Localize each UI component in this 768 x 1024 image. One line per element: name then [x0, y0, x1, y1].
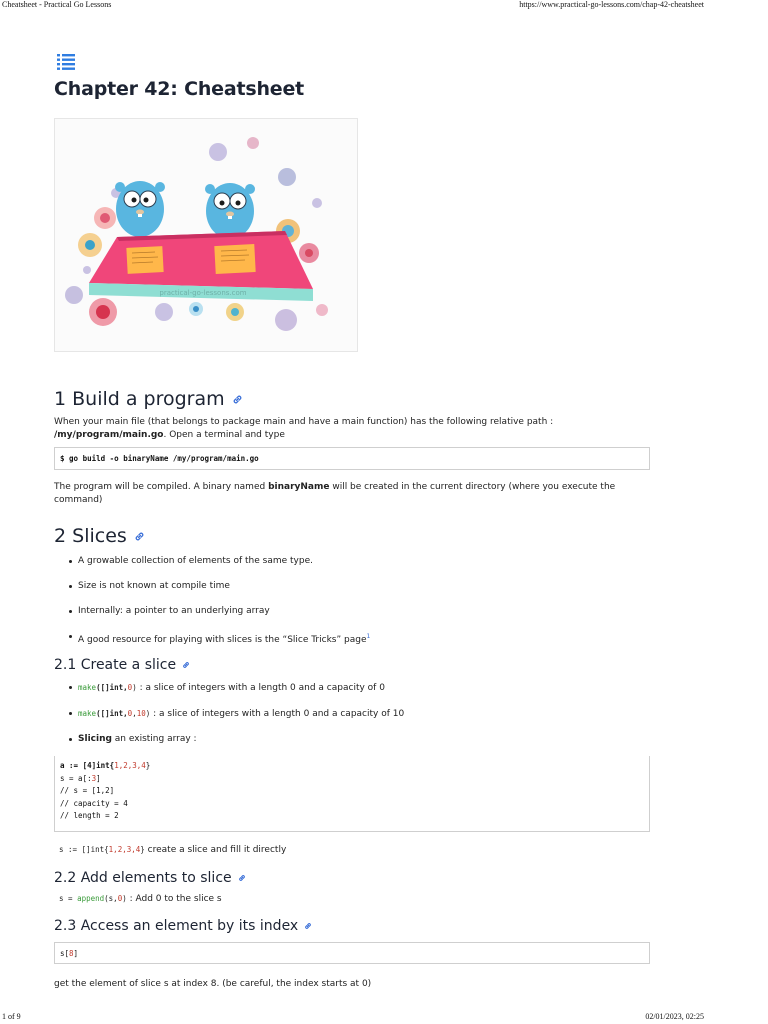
print-timestamp: 02/01/2023, 02:25 [645, 1012, 704, 1021]
create-slice-list [69, 681, 650, 746]
print-footer [0, 1010, 768, 1024]
anchor-link-icon[interactable] [134, 531, 145, 542]
index-access-code-block[interactable]: s[8] [54, 942, 650, 964]
hero-watermark: practical-go-lessons.com [159, 289, 247, 297]
anchor-link-icon[interactable] [304, 922, 312, 930]
heading-access-element [54, 918, 650, 934]
short-declaration-paragraph: s := []int{1,2,3,4} create a slice and fill it directly [59, 845, 287, 855]
hero-illustration [54, 118, 358, 352]
compiled-paragraph: The program will be compiled. A binary named binaryName will be created in the current directory (where you execute the command) [54, 482, 616, 505]
print-header-url: https://www.practical-go-lessons.com/chap-42-cheatsheet [519, 0, 704, 9]
print-header [0, 0, 768, 12]
list-item: Slicing an existing array : [69, 733, 650, 746]
chapter-title: Chapter 42: Cheatsheet [54, 78, 305, 100]
heading-create-slice [54, 657, 650, 673]
build-intro-paragraph: When your main file (that belongs to package main and have a main function) has the following relative path : /my/program/main.go. Open a terminal and type [54, 417, 554, 440]
heading-text: 2 Slices [54, 525, 127, 547]
print-header-title: Cheatsheet - Practical Go Lessons [2, 0, 112, 9]
list-item: Internally: a pointer to an underlying array [69, 605, 650, 618]
main-path-text: /my/program/main.go [54, 430, 164, 440]
heading-text: 1 Build a program [54, 388, 225, 410]
code-line: // length = 2 [60, 811, 119, 821]
code-line: // s = [1,2] [60, 786, 115, 796]
page-content [54, 52, 650, 991]
footnote-link[interactable]: 1 [366, 633, 371, 640]
code-line: a := [4]int{1,2,3,4} [60, 761, 151, 770]
append-paragraph: s = append(s,0) : Add 0 to the slice s [59, 894, 222, 904]
slicing-code-block[interactable] [54, 756, 650, 832]
list-item: make([]int,0) : a slice of integers with a length 0 and a capacity of 0 [69, 681, 650, 695]
page-count: 1 of 9 [2, 1012, 21, 1021]
table-of-contents-icon[interactable] [56, 52, 76, 74]
heading-text: 2.3 Access an element by its index [54, 918, 299, 934]
slices-bullet-list [69, 555, 650, 647]
list-item: A good resource for playing with slices is the “Slice Tricks” page$^1$ [69, 630, 650, 647]
inline-code: s = append(s,0) [59, 894, 127, 903]
list-item: Size is not known at compile time [69, 580, 650, 593]
list-item: make([]int,0,10) : a slice of integers with a length 0 and a capacity of 10 [69, 707, 650, 721]
anchor-link-icon[interactable] [232, 394, 243, 405]
heading-text: 2.1 Create a slice [54, 657, 177, 673]
heading-add-elements [54, 870, 650, 886]
gophers-at-desk-image [55, 119, 357, 351]
inline-code: make([]int,0) [78, 683, 137, 692]
heading-slices [54, 525, 650, 547]
code-line: s = a[:3] [60, 773, 101, 783]
binary-name-text: binaryName [268, 482, 330, 492]
code-line: // capacity = 4 [60, 798, 128, 808]
inline-code: s := []int{1,2,3,4} [59, 845, 145, 854]
anchor-link-icon[interactable] [182, 661, 190, 669]
index-access-paragraph: get the element of slice s at index 8. (be careful, the index starts at 0) [54, 979, 372, 989]
list-item: A growable collection of elements of the same type. [69, 555, 650, 568]
build-command-code-block[interactable] [54, 447, 650, 470]
build-command: $ go build -o binaryName /my/program/main.go [60, 454, 259, 463]
heading-text: 2.2 Add elements to slice [54, 870, 232, 886]
heading-build-program [54, 388, 650, 410]
inline-code: make([]int,0,10) [78, 709, 151, 718]
anchor-link-icon[interactable] [238, 874, 246, 882]
